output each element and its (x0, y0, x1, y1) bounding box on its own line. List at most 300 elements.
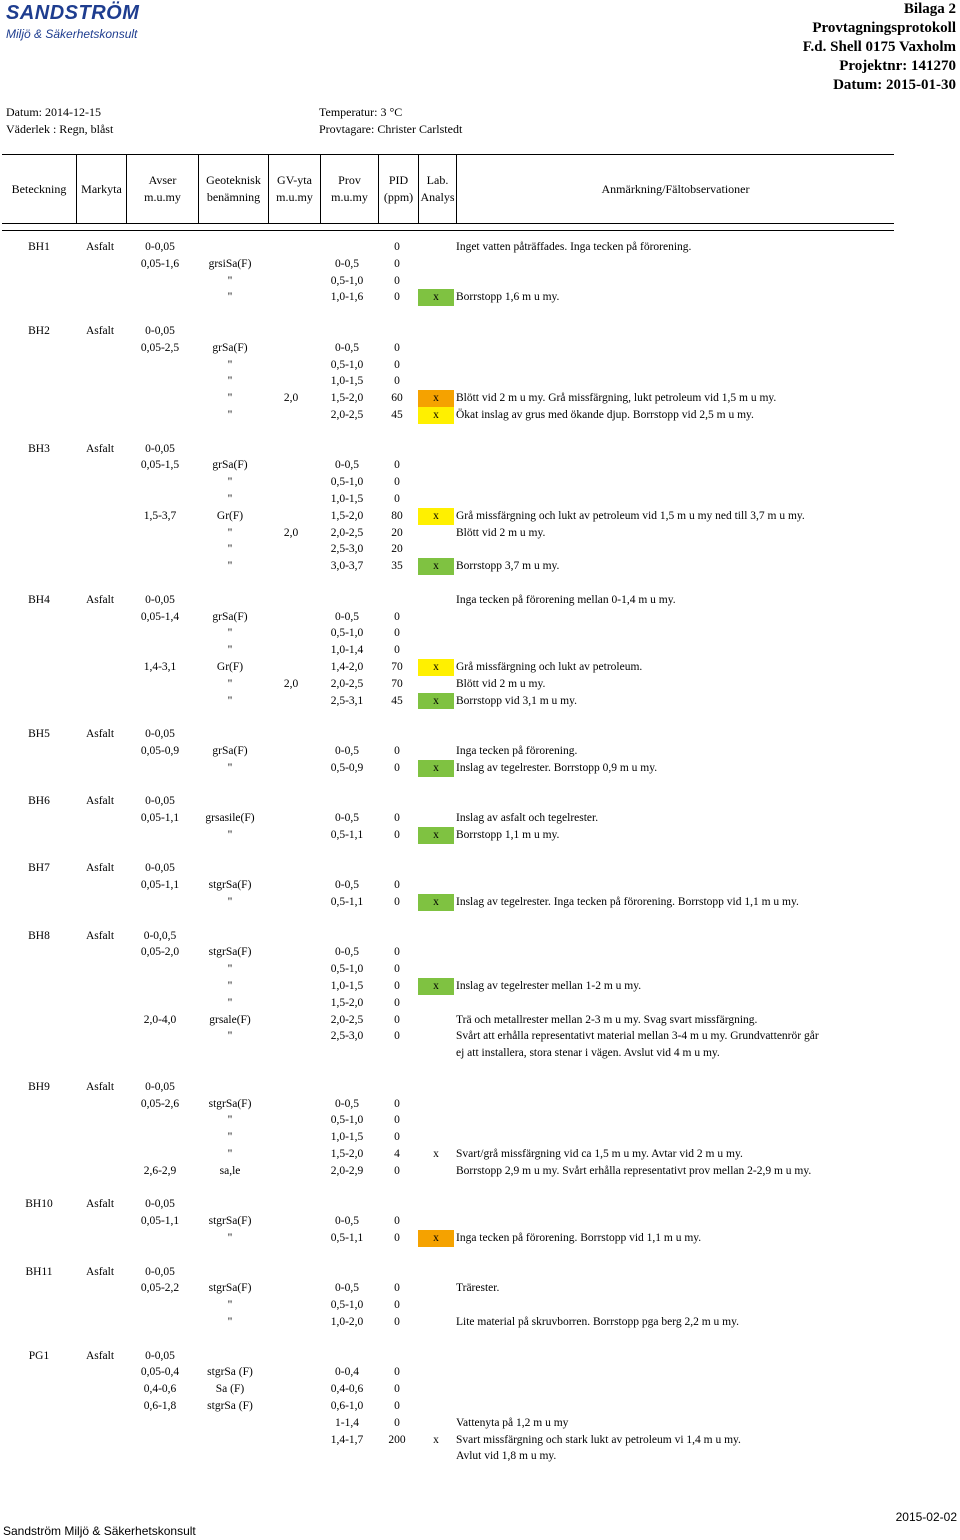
cell-pid: 0 (394, 1399, 400, 1412)
cell-geoteknisk: grsiSa(F) (208, 257, 252, 270)
cell-prov: 1-1,4 (335, 1416, 359, 1429)
cell-prov: 1,0-1,6 (330, 291, 364, 304)
col-lab: Lab. Analys (418, 155, 456, 223)
cell-anmarkning: Svart missfärgning och stark lukt av petroleum vi 1,4 m u my. (456, 1433, 741, 1446)
col-gvyta: GV-yta m.u.my (268, 155, 320, 223)
cell-pid: 0 (394, 341, 400, 354)
cell-pid: 0 (394, 1030, 400, 1043)
footer-date: 2015-02-02 (895, 1510, 957, 1524)
cell-pid: 0 (394, 1013, 400, 1026)
cell-geoteknisk: grSa(F) (212, 341, 248, 354)
table-row (0, 642, 960, 659)
cell-anmarkning: Grå missfärgning och lukt av petroleum vid 1,5 m u my ned till 3,7 m u my. (456, 509, 805, 522)
cell-prov: 0-0,5 (335, 1215, 359, 1228)
cell-prov: 0-0,5 (335, 812, 359, 825)
table-row (0, 1196, 960, 1213)
cell-avser: 0,05-2,0 (140, 946, 180, 959)
cell-pid: 0 (394, 492, 400, 505)
cell-markyta: Asfalt (85, 1080, 115, 1093)
col-geoteknisk: Geoteknisk benämning (198, 155, 268, 223)
cell-lab: x (433, 1148, 439, 1161)
cell-pid: 0 (394, 879, 400, 892)
cell-beteckning: BH9 (28, 1080, 50, 1093)
cell-prov: 0,5-1,0 (330, 476, 364, 489)
cell-avser: 1,4-3,1 (143, 660, 177, 673)
cell-avser: 0-0,05 (145, 1080, 175, 1093)
table-row (0, 693, 960, 710)
table-row (0, 407, 960, 424)
cell-avser: 0,05-0,4 (140, 1366, 180, 1379)
cell-markyta: Asfalt (85, 241, 115, 253)
cell-prov: 0,5-1,0 (330, 627, 364, 640)
cell-avser: 0-0,05 (145, 1349, 175, 1362)
cell-geoteknisk: grsasile(F) (205, 812, 255, 825)
cell-geoteknisk: stgrSa(F) (208, 1282, 252, 1295)
meta-date: Datum: 2014-12-15 (6, 105, 101, 119)
table-row (0, 810, 960, 827)
table-row (0, 441, 960, 458)
table-row (0, 961, 960, 978)
cell-prov: 0,6-1,0 (330, 1399, 364, 1412)
cell-avser: 0,05-2,5 (140, 341, 180, 354)
cell-geoteknisk: " (227, 1030, 233, 1043)
table-row (0, 726, 960, 743)
cell-pid: 200 (388, 1433, 406, 1446)
cell-avser: 0-0,05 (145, 728, 175, 741)
cell-pid: 45 (391, 694, 403, 707)
cell-prov: 0,5-1,0 (330, 358, 364, 371)
row-spacer (0, 1247, 960, 1264)
cell-prov: 2,5-3,0 (330, 543, 364, 556)
cell-pid: 0 (394, 1232, 400, 1245)
cell-geoteknisk: stgrSa(F) (208, 1097, 252, 1110)
cell-markyta: Asfalt (85, 593, 115, 606)
table-row (0, 1230, 960, 1247)
cell-anmarkning: ej att installera, stora stenar i vägen. Avslut vid 4 m u my. (456, 1047, 720, 1060)
table-row (0, 1398, 960, 1415)
row-spacer (0, 911, 960, 928)
cell-lab: x (418, 693, 454, 710)
cell-prov: 0-0,5 (335, 257, 359, 270)
cell-geoteknisk: grSa(F) (212, 610, 248, 623)
cell-beteckning: BH6 (28, 795, 50, 808)
table-row (0, 1432, 960, 1449)
cell-pid: 0 (394, 1215, 400, 1228)
cell-avser: 0,05-1,4 (140, 610, 180, 623)
cell-beteckning: BH8 (28, 929, 50, 942)
cell-geoteknisk: " (227, 358, 233, 371)
table-row (0, 793, 960, 810)
cell-avser: 0-0,05 (145, 1265, 175, 1278)
cell-lab: x (418, 390, 454, 407)
table-row (0, 525, 960, 542)
row-spacer (0, 844, 960, 861)
table-row (0, 676, 960, 693)
cell-pid: 60 (391, 392, 403, 405)
cell-geoteknisk: stgrSa(F) (208, 946, 252, 959)
cell-pid: 0 (394, 459, 400, 472)
table-row (0, 1146, 960, 1163)
cell-geoteknisk: stgrSa(F) (208, 1215, 252, 1228)
cell-geoteknisk: " (227, 1299, 233, 1312)
table-row (0, 1012, 960, 1029)
table-row (0, 894, 960, 911)
cell-pid: 0 (394, 1299, 400, 1312)
cell-pid: 0 (394, 1097, 400, 1110)
cell-beteckning: BH4 (28, 593, 50, 606)
table-row (0, 373, 960, 390)
cell-prov: 3,0-3,7 (330, 560, 364, 573)
table-row (0, 1096, 960, 1113)
cell-prov: 0,5-1,0 (330, 963, 364, 976)
table-row (0, 1163, 960, 1180)
cell-prov: 2,5-3,0 (330, 1030, 364, 1043)
cell-prov: 0,5-1,1 (330, 896, 364, 909)
cell-avser: 2,0-4,0 (143, 1013, 177, 1026)
cell-avser: 2,6-2,9 (143, 1164, 177, 1177)
site-name: F.d. Shell 0175 Vaxholm (802, 39, 956, 55)
cell-geoteknisk: " (227, 1232, 233, 1245)
cell-prov: 2,0-2,9 (330, 1164, 364, 1177)
row-spacer (0, 777, 960, 794)
cell-pid: 0 (394, 946, 400, 959)
cell-pid: 70 (391, 677, 403, 690)
footer-company: Sandström Miljö & Säkerhetskonsult (3, 1524, 196, 1538)
cell-markyta: Asfalt (85, 862, 115, 875)
cell-beteckning: BH5 (28, 728, 50, 741)
cell-avser: 0,05-2,6 (140, 1097, 180, 1110)
cell-avser: 0,05-2,2 (140, 1282, 180, 1295)
cell-pid: 0 (394, 274, 400, 287)
cell-prov: 0-0,5 (335, 1282, 359, 1295)
cell-pid: 0 (394, 1366, 400, 1379)
table-row (0, 743, 960, 760)
table-header (2, 154, 894, 224)
cell-geoteknisk: " (227, 761, 233, 774)
table-row (0, 1129, 960, 1146)
cell-lab: x (418, 508, 454, 525)
meta-temperature: Temperatur: 3 °C (319, 105, 403, 119)
cell-pid: 20 (391, 526, 403, 539)
cell-anmarkning: Borrstopp 2,9 m u my. Svårt erhålla representativt prov mellan 2-2,9 m u my. (456, 1164, 812, 1177)
row-spacer (0, 709, 960, 726)
table-row (0, 827, 960, 844)
cell-avser: 1,5-3,7 (143, 509, 177, 522)
cell-prov: 1,0-1,5 (330, 980, 364, 993)
cell-beteckning: BH11 (25, 1265, 53, 1278)
cell-pid: 80 (391, 509, 403, 522)
cell-pid: 45 (391, 408, 403, 421)
document-header (803, 0, 956, 95)
table-row (0, 592, 960, 609)
cell-anmarkning: Inslag av tegelrester. Inga tecken på förorening. Borrstopp vid 1,1 m u my. (456, 896, 799, 909)
cell-anmarkning: Inslag av asfalt och tegelrester. (456, 812, 599, 825)
cell-pid: 0 (394, 358, 400, 371)
row-spacer (0, 1180, 960, 1197)
cell-geoteknisk: " (227, 560, 233, 573)
cell-avser: 0-0,05 (145, 593, 175, 606)
cell-anmarkning: Lite material på skruvborren. Borrstopp pga berg 2,2 m u my. (456, 1316, 739, 1328)
cell-pid: 0 (394, 980, 400, 993)
cell-pid: 0 (394, 257, 400, 270)
meta-right (319, 104, 462, 138)
cell-geoteknisk: stgrSa (F) (207, 1399, 253, 1412)
cell-geoteknisk: " (227, 476, 233, 489)
cell-pid: 0 (394, 1316, 400, 1328)
cell-lab: x (418, 1230, 454, 1247)
cell-beteckning: BH2 (28, 324, 50, 337)
cell-geoteknisk: Gr(F) (216, 660, 244, 673)
cell-anmarkning: Borrstopp 1,6 m u my. (456, 291, 560, 304)
company-logo: SANDSTRÖM (6, 2, 140, 24)
cell-geoteknisk: " (227, 1131, 233, 1144)
bilaga-label: Bilaga 2 (903, 1, 956, 17)
cell-prov: 1,5-2,0 (330, 996, 364, 1009)
cell-geoteknisk: " (227, 980, 233, 993)
cell-markyta: Asfalt (85, 1349, 115, 1362)
table-row (0, 474, 960, 491)
cell-prov: 2,5-3,1 (330, 694, 364, 707)
cell-avser: 0,05-1,1 (140, 1215, 180, 1228)
cell-anmarkning: Trärester. (456, 1282, 500, 1295)
cell-prov: 2,0-2,5 (330, 408, 364, 421)
cell-pid: 35 (391, 560, 403, 573)
cell-geoteknisk: stgrSa (F) (207, 1366, 253, 1379)
header-rule (2, 230, 894, 231)
document-title: Provtagningsprotokoll (812, 20, 956, 36)
table-row (0, 1112, 960, 1129)
table-row (0, 609, 960, 626)
cell-pid: 0 (394, 375, 400, 388)
cell-anmarkning: Inga tecken på förorening. Borrstopp vid 1,1 m u my. (456, 1232, 702, 1245)
table-row (0, 1448, 960, 1465)
cell-prov: 1,5-2,0 (330, 509, 364, 522)
col-avser: Avser m.u.my (126, 155, 198, 223)
cell-avser: 0,05-1,5 (140, 459, 180, 472)
col-markyta: Markyta (76, 155, 126, 223)
cell-lab: x (433, 1433, 439, 1446)
table-row (0, 541, 960, 558)
cell-avser: 0-0,05 (145, 795, 175, 808)
cell-geoteknisk: stgrSa(F) (208, 879, 252, 892)
table-row (0, 1045, 960, 1062)
cell-geoteknisk: " (227, 1148, 233, 1161)
cell-prov: 0-0,5 (335, 341, 359, 354)
cell-pid: 20 (391, 543, 403, 556)
meta-sampler: Provtagare: Christer Carlstedt (319, 122, 463, 136)
cell-geoteknisk: sa,le (219, 1164, 241, 1177)
cell-prov: 0-0,4 (335, 1366, 359, 1379)
cell-prov: 1,4-1,7 (330, 1433, 364, 1446)
cell-pid: 0 (394, 1114, 400, 1127)
cell-lab: x (418, 659, 454, 676)
cell-beteckning: BH1 (28, 241, 50, 253)
cell-lab: x (418, 760, 454, 777)
cell-geoteknisk: grSa(F) (212, 744, 248, 757)
cell-prov: 1,4-2,0 (330, 660, 364, 673)
cell-geoteknisk: Gr(F) (216, 509, 244, 522)
cell-markyta: Asfalt (85, 728, 115, 741)
cell-lab: x (418, 558, 454, 575)
cell-geoteknisk: grsale(F) (209, 1013, 251, 1026)
table-row (0, 625, 960, 642)
cell-anmarkning: Inget vatten påträffades. Inga tecken på förorening. (456, 241, 692, 253)
cell-geoteknisk: " (227, 291, 233, 304)
cell-geoteknisk: " (227, 996, 233, 1009)
cell-prov: 0,5-1,0 (330, 1114, 364, 1127)
cell-geoteknisk: " (227, 543, 233, 556)
cell-pid: 0 (394, 1164, 400, 1177)
cell-pid: 0 (394, 1416, 400, 1429)
meta-weather: Väderlek : Regn, blåst (6, 122, 114, 136)
table-row (0, 659, 960, 676)
cell-prov: 0,5-0,9 (330, 761, 364, 774)
cell-prov: 1,0-1,4 (330, 644, 364, 657)
table-row (0, 1364, 960, 1381)
cell-prov: 1,5-2,0 (330, 392, 364, 405)
cell-geoteknisk: " (227, 677, 233, 690)
cell-anmarkning: Svårt att erhålla representativt material mellan 3-4 m u my. Grundvattenrör går (456, 1030, 819, 1043)
table-row (0, 1079, 960, 1096)
row-spacer (0, 1331, 960, 1348)
col-anmarkning: Anmärkning/Fältobservationer (456, 155, 894, 223)
table-row (0, 1280, 960, 1297)
cell-avser: 0,05-1,6 (140, 257, 180, 270)
cell-markyta: Asfalt (85, 1265, 115, 1278)
table-row (0, 1297, 960, 1314)
table-row (0, 508, 960, 525)
table-row (0, 491, 960, 508)
table-row (0, 1415, 960, 1432)
cell-pid: 0 (394, 1383, 400, 1396)
cell-prov: 0-0,5 (335, 459, 359, 472)
cell-lab: x (418, 827, 454, 844)
row-spacer (0, 1062, 960, 1079)
cell-pid: 0 (394, 627, 400, 640)
cell-prov: 0,5-1,1 (330, 1232, 364, 1245)
sample-table-body (0, 239, 960, 1465)
cell-avser: 0,05-0,9 (140, 744, 180, 757)
table-row (0, 390, 960, 407)
cell-markyta: Asfalt (85, 929, 115, 942)
table-row (0, 1381, 960, 1398)
cell-anmarkning: Vattenyta på 1,2 m u my (456, 1416, 569, 1429)
table-row (0, 239, 960, 256)
row-spacer (0, 306, 960, 323)
col-pid: PID (ppm) (378, 155, 418, 223)
cell-anmarkning: Borrstopp vid 3,1 m u my. (456, 694, 577, 707)
table-row (0, 760, 960, 777)
cell-prov: 2,0-2,5 (330, 677, 364, 690)
cell-pid: 0 (394, 476, 400, 489)
cell-avser: 0-0,05 (145, 862, 175, 875)
cell-avser: 0-0,05 (145, 442, 175, 455)
cell-anmarkning: Blött vid 2 m u my. (456, 677, 546, 690)
cell-geoteknisk: " (227, 375, 233, 388)
row-spacer (0, 575, 960, 592)
cell-beteckning: BH7 (28, 862, 50, 875)
cell-geoteknisk: " (227, 963, 233, 976)
row-spacer (0, 424, 960, 441)
header-date: Datum: 2015-01-30 (833, 77, 956, 93)
cell-pid: 0 (394, 241, 400, 253)
table-row (0, 457, 960, 474)
cell-pid: 0 (394, 744, 400, 757)
cell-avser: 0,6-1,8 (143, 1399, 177, 1412)
cell-anmarkning: Svart/grå missfärgning vid ca 1,5 m u my. Avtar vid 2 m u my. (456, 1148, 743, 1161)
table-row (0, 357, 960, 374)
cell-markyta: Asfalt (85, 442, 115, 455)
cell-pid: 0 (394, 644, 400, 657)
cell-anmarkning: Inslag av tegelrester. Borrstopp 0,9 m u my. (456, 761, 658, 774)
cell-markyta: Asfalt (85, 1198, 115, 1211)
table-row (0, 1264, 960, 1281)
company-subtitle: Miljö & Säkerhetskonsult (6, 27, 138, 41)
table-row (0, 558, 960, 575)
table-row (0, 340, 960, 357)
cell-geoteknisk: " (227, 644, 233, 657)
table-row (0, 944, 960, 961)
cell-prov: 0-0,5 (335, 1097, 359, 1110)
cell-anmarkning: Avlut vid 1,8 m u my. (456, 1450, 557, 1463)
cell-geoteknisk: " (227, 828, 233, 841)
cell-prov: 0-0,5 (335, 946, 359, 959)
cell-pid: 0 (394, 761, 400, 774)
cell-markyta: Asfalt (85, 324, 115, 337)
cell-geoteknisk: " (227, 492, 233, 505)
cell-prov: 1,0-1,5 (330, 375, 364, 388)
cell-avser: 0,4-0,6 (143, 1383, 177, 1396)
cell-geoteknisk: " (227, 627, 233, 640)
cell-prov: 0-0,5 (335, 610, 359, 623)
cell-geoteknisk: " (227, 408, 233, 421)
cell-pid: 0 (394, 1131, 400, 1144)
cell-gvyta: 2,0 (283, 677, 299, 690)
cell-anmarkning: Blött vid 2 m u my. (456, 526, 546, 539)
project-number: Projektnr: 141270 (839, 58, 956, 74)
cell-pid: 0 (394, 610, 400, 623)
cell-geoteknisk: " (227, 896, 233, 909)
cell-beteckning: BH10 (25, 1198, 53, 1211)
cell-avser: 0,05-1,1 (140, 812, 180, 825)
cell-avser: 0-0,05 (145, 241, 175, 253)
cell-anmarkning: Ökat inslag av grus med ökande djup. Borrstopp vid 2,5 m u my. (456, 408, 754, 421)
cell-avser: 0,05-1,1 (140, 879, 180, 892)
cell-gvyta: 2,0 (283, 526, 299, 539)
table-row (0, 273, 960, 290)
cell-lab: x (418, 894, 454, 911)
table-row (0, 978, 960, 995)
cell-prov: 2,0-2,5 (330, 526, 364, 539)
cell-geoteknisk: " (227, 274, 233, 287)
cell-pid: 0 (394, 896, 400, 909)
table-row (0, 323, 960, 340)
table-row (0, 860, 960, 877)
cell-anmarkning: Inga tecken på förorening mellan 0-1,4 m u my. (456, 593, 676, 606)
cell-anmarkning: Trä och metallrester mellan 2-3 m u my. Svag svart missfärgning. (456, 1013, 758, 1026)
cell-prov: 0,5-1,1 (330, 828, 364, 841)
cell-prov: 0,4-0,6 (330, 1383, 364, 1396)
cell-anmarkning: Inslag av tegelrester mellan 1-2 m u my. (456, 980, 642, 993)
cell-avser: 0-0,0,5 (143, 929, 177, 942)
cell-prov: 0-0,5 (335, 879, 359, 892)
cell-beteckning: PG1 (28, 1349, 50, 1362)
table-row (0, 1028, 960, 1045)
cell-pid: 0 (394, 1282, 400, 1295)
cell-geoteknisk: grSa(F) (212, 459, 248, 472)
cell-prov: 2,0-2,5 (330, 1013, 364, 1026)
cell-lab: x (418, 407, 454, 424)
